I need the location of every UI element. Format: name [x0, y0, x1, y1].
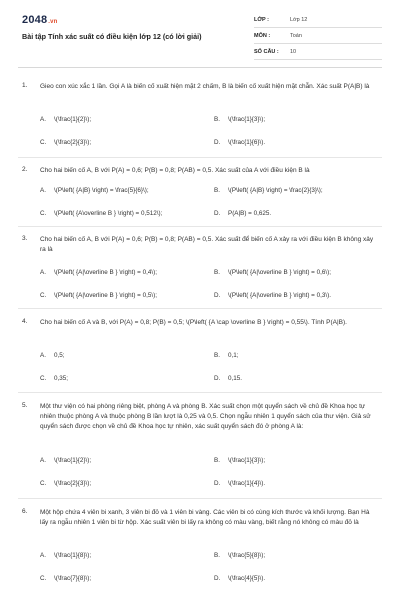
option-text: 0,35;	[54, 375, 69, 382]
option-text: \(\frac{1}{3}\);	[228, 457, 266, 464]
option-label: A.	[40, 187, 46, 194]
option-a[interactable]	[40, 187, 149, 194]
option-d[interactable]	[214, 480, 265, 487]
option-c[interactable]	[40, 292, 157, 299]
option-text: 0,1;	[228, 352, 239, 359]
option-a[interactable]	[40, 352, 65, 359]
option-b[interactable]	[214, 116, 265, 123]
option-text: \(\frac{4}{5}\).	[228, 575, 266, 582]
question-text: Một hộp chứa 4 viên bi xanh, 3 viên bi đỏ và 1 viên bi vàng. Các viên bi có cùng kích thước và khối lượng. Bạn Hà lấy ra ngẫu nhiên 1 viên bi từ hộp. Xác suất viên bi lấy ra không có màu vàng, biết rằng nó không có màu đỏ là	[40, 509, 370, 526]
option-a[interactable]	[40, 116, 91, 123]
option-d[interactable]	[214, 139, 265, 146]
option-b[interactable]	[214, 552, 265, 559]
meta-key: LỚP :	[254, 16, 269, 23]
question-text: Một thư viện có hai phòng riêng biệt, phòng A và phòng B. Xác suất chọn một quyển sách về chủ đề Khoa học tự nhiên thuộc phòng A và thuộc phòng B lần lượt là 0,25 và 0,5. Chọn ngẫu nhiên 1 quyển sách của thư viện. Giả sử quyển sách được chọn về chủ đề Khoa học tự nhiên, xác suất quyển sách đó ở phòng A là:	[40, 403, 371, 430]
question-divider	[18, 157, 382, 158]
option-text: \(P\left( {A|B} \right) = \frac{2}{3}\);	[228, 187, 323, 194]
option-c[interactable]	[40, 210, 162, 217]
option-text: \(P\left( {A|\overline B } \right) = 0,4\);	[54, 269, 157, 276]
option-label: C.	[40, 375, 47, 382]
option-label: C.	[40, 210, 47, 217]
page-header	[18, 12, 382, 62]
option-label: A.	[40, 116, 46, 123]
meta-table	[254, 12, 382, 60]
question-number: 3.	[22, 235, 28, 242]
option-text: \(\frac{1}{4}\).	[228, 480, 266, 487]
question-text: Cho hai biến cố A, B với P(A) = 0,6; P(B) = 0,8; P(AB) = 0,5. Xác suất của A với điều kiện B là	[40, 167, 310, 174]
option-c[interactable]	[40, 480, 91, 487]
question-divider	[18, 226, 382, 227]
option-text: \(P\left( {A|\overline B } \right) = 0,3\).	[228, 292, 331, 299]
option-label: D.	[214, 210, 221, 217]
option-label: C.	[40, 575, 47, 582]
option-d[interactable]	[214, 292, 331, 299]
question-divider	[18, 392, 382, 393]
question-text: Cho hai biến cố A và B, với P(A) = 0,8; P(B) = 0,5; \(P\left( {A \cap \overline B } \right) = 0,55\). Tính P(A|B).	[40, 319, 347, 326]
question-divider	[18, 308, 382, 309]
option-text: \(\frac{1}{2}\);	[54, 457, 92, 464]
option-label: C.	[40, 480, 47, 487]
option-b[interactable]	[214, 352, 239, 359]
option-label: A.	[40, 269, 46, 276]
option-b[interactable]	[214, 187, 323, 194]
option-text: \(P\left( {A\overline B } \right) = 0,512\);	[54, 210, 163, 217]
question-number: 6.	[22, 508, 28, 515]
option-a[interactable]	[40, 552, 91, 559]
question-divider	[18, 498, 382, 499]
option-label: B.	[214, 352, 220, 359]
option-text: \(\frac{5}{8}\);	[228, 552, 266, 559]
option-text: \(P\left( {A|\overline B } \right) = 0,6\);	[228, 269, 331, 276]
document-title: Bài tập Tính xác suất có điều kiện lớp 12 (có lời giải)	[22, 32, 202, 41]
question-number: 1.	[22, 82, 28, 89]
option-text: \(\frac{2}{3}\);	[54, 139, 92, 146]
question-text: Gieo con xúc xắc 1 lần. Gọi A là biến cố xuất hiện mặt 2 chấm, B là biến cố xuất hiện mặt chẵn. Xác suất P(A|B) là	[40, 83, 370, 90]
site-logo[interactable]	[22, 14, 58, 26]
option-label: D.	[214, 139, 221, 146]
meta-value: Toán	[290, 32, 302, 39]
question-text: Cho hai biến cố A, B với P(A) = 0,6; P(B) = 0,8; P(AB) = 0,5. Xác suất để biến cố A xảy ra với điều kiện B không xảy ra là	[40, 236, 374, 253]
option-d[interactable]	[214, 210, 271, 217]
option-text: \(\frac{1}{8}\);	[54, 552, 92, 559]
option-a[interactable]	[40, 457, 91, 464]
option-label: B.	[214, 269, 220, 276]
option-b[interactable]	[214, 457, 265, 464]
option-label: A.	[40, 352, 46, 359]
option-a[interactable]	[40, 269, 157, 276]
meta-value: 10	[290, 48, 297, 55]
meta-row-class	[254, 12, 382, 28]
option-c[interactable]	[40, 139, 91, 146]
option-label: B.	[214, 552, 220, 559]
option-d[interactable]	[214, 375, 242, 382]
option-text: 0,5;	[54, 352, 65, 359]
option-b[interactable]	[214, 269, 331, 276]
meta-value: Lớp 12	[290, 16, 308, 23]
option-text: \(\frac{7}{8}\);	[54, 575, 92, 582]
question-number: 5.	[22, 402, 28, 409]
option-text: \(P\left( {A|\overline B } \right) = 0,5\);	[54, 292, 157, 299]
option-text: \(\frac{1}{2}\);	[54, 116, 92, 123]
question-number: 2.	[22, 166, 28, 173]
option-c[interactable]	[40, 575, 91, 582]
logo-main: 2048	[22, 14, 48, 26]
option-text: 0,15.	[228, 375, 243, 382]
option-label: D.	[214, 480, 221, 487]
option-label: B.	[214, 116, 220, 123]
header-divider	[18, 67, 382, 68]
option-label: C.	[40, 139, 47, 146]
option-label: D.	[214, 575, 221, 582]
option-text: \(P\left( {A|B} \right) = \frac{5}{6}\);	[54, 187, 149, 194]
option-text: \(\frac{1}{6}\).	[228, 139, 266, 146]
meta-key: MÔN :	[254, 32, 271, 39]
option-label: D.	[214, 375, 221, 382]
meta-row-count	[254, 44, 382, 60]
option-label: B.	[214, 187, 220, 194]
option-text: \(\frac{2}{3}\);	[54, 480, 92, 487]
option-label: C.	[40, 292, 47, 299]
meta-row-subject	[254, 28, 382, 44]
option-label: A.	[40, 457, 46, 464]
option-c[interactable]	[40, 375, 68, 382]
option-label: B.	[214, 457, 220, 464]
option-label: A.	[40, 552, 46, 559]
meta-key: SỐ CÂU :	[254, 48, 279, 55]
option-text: P(A|B) = 0,625.	[228, 210, 272, 217]
logo-suffix: .vn	[48, 19, 58, 25]
option-text: \(\frac{1}{3}\);	[228, 116, 266, 123]
option-label: D.	[214, 292, 221, 299]
option-d[interactable]	[214, 575, 265, 582]
question-number: 4.	[22, 318, 28, 325]
